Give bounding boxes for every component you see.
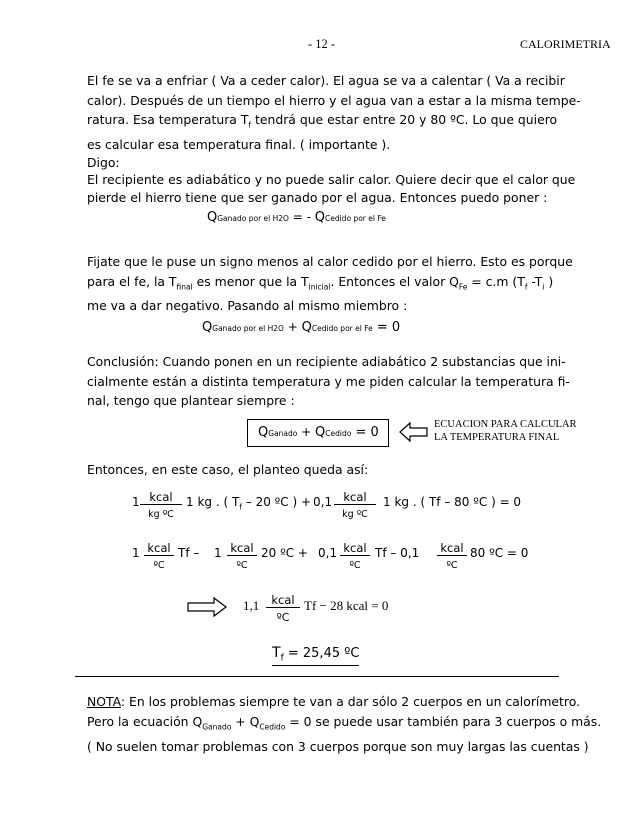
text-line: me va a dar negativo. Pasando al mismo miembro : <box>87 298 408 314</box>
arrow-left-icon <box>399 421 429 443</box>
term: 20 ºC + <box>261 546 308 560</box>
text-line: es calcular esa temperatura final. ( importante ). <box>87 136 391 152</box>
equation-heat-sum: QGanado por el H2O + QCedido por el Fe = 0 <box>202 320 401 335</box>
equation-heat-balance: QGanado por el H2O = - QCedido por el Fe <box>207 210 386 225</box>
paragraph-intro <box>87 71 581 208</box>
paragraph-setup: Entonces, en este caso, el planteo queda así: <box>87 462 369 477</box>
note-line: ECUACION PARA CALCULAR <box>434 419 577 430</box>
text-line: Pero la ecuación $Q_{Ganado} + Q_{Cedido} = 0$ se puede usar también para 3 cuerpos o más. <box>87 714 602 732</box>
unit-fraction: kcal ºC <box>144 541 174 573</box>
text-line: para el fe, la $T_{final}$ es menor que la $T_{inicial}$. Entonces el valor $Q_{Fe} = c.m$ ($T_f$ $-T_i$ ) <box>87 273 554 291</box>
term-iron: 1 kg . ( Tf – 80 ºC ) = 0 <box>383 495 522 509</box>
unit-fraction: kcal ºC <box>227 541 257 573</box>
text-line: El fe se va a enfriar ( Va a ceder calor). El agua se va a calentar ( Va a recibir <box>87 73 565 88</box>
equation-note <box>434 418 577 444</box>
text-line: Conclusión: Cuando ponen en un recipiente adiabático 2 substancias que ini- <box>87 354 566 369</box>
term: Tf – 0,1 <box>375 546 420 560</box>
unit-fraction: kcal ºC <box>266 593 300 625</box>
section-title: CALORIMETRIA <box>520 37 611 51</box>
arrow-right-icon <box>186 596 228 618</box>
text-line: NOTA: En los problemas siempre te van a dar sólo 2 cuerpos en un calorímetro. <box>87 694 581 709</box>
paragraph-conclusion <box>87 352 570 411</box>
note-paragraph <box>87 692 602 757</box>
coefficient: 0,1 <box>313 495 333 509</box>
coefficient: 1 <box>132 495 140 509</box>
term: Tf − 28 kcal = 0 <box>304 598 389 613</box>
text-line: ( No suelen tomar problemas con 3 cuerpos porque son muy largas las cuentas ) <box>87 739 589 755</box>
text-line: ratura. Esa temperatura $T_f$ tendrá que estar entre 20 y 80 ºC. Lo que quiero <box>87 112 558 130</box>
text-line: El recipiente es adiabático y no puede salir calor. Quiere decir que el calor que <box>87 172 576 188</box>
unit-fraction: kcal ºC <box>437 541 467 573</box>
unit-fraction: kcal ºC <box>340 541 370 573</box>
coefficient: 1 <box>214 546 222 560</box>
text-line: nal, tengo que plantear siempre : <box>87 393 295 408</box>
text-line: Digo: <box>87 155 120 171</box>
text-line: Fijate que le puse un signo menos al calor cedido por el hierro. Esto es porque <box>87 254 573 269</box>
coefficient: 0,1 <box>318 546 338 560</box>
term-water: 1 kg . ( $T_f - 20$ ºC ) + <box>186 495 312 512</box>
page-number: - 12 - <box>308 37 336 51</box>
text-line: cialmente están a distinta temperatura y me piden calcular la temperatura fi- <box>87 373 570 389</box>
note-line: LA TEMPERATURA FINAL <box>434 432 560 443</box>
paragraph-sign <box>87 252 573 316</box>
term: Tf – <box>178 546 200 560</box>
separator-line <box>75 676 559 677</box>
text-line: pierde el hierro tiene que ser ganado por el agua. Entonces puedo poner : <box>87 190 548 206</box>
result-value: $T_f = 25,45$ ºC <box>272 645 360 664</box>
term: 80 ºC = 0 <box>470 546 529 560</box>
boxed-equation <box>247 419 389 447</box>
unit-fraction: kcal kg ºC <box>140 490 182 522</box>
text-line: calor). Después de un tiempo el hierro y el agua van a estar a la misma tempe- <box>87 92 581 108</box>
coefficient: 1 <box>132 546 140 560</box>
unit-fraction: kcal kg ºC <box>334 490 376 522</box>
coefficient: 1,1 <box>243 598 260 613</box>
equation-final-temperature: QGanado + QCedido = 0 <box>258 425 379 440</box>
